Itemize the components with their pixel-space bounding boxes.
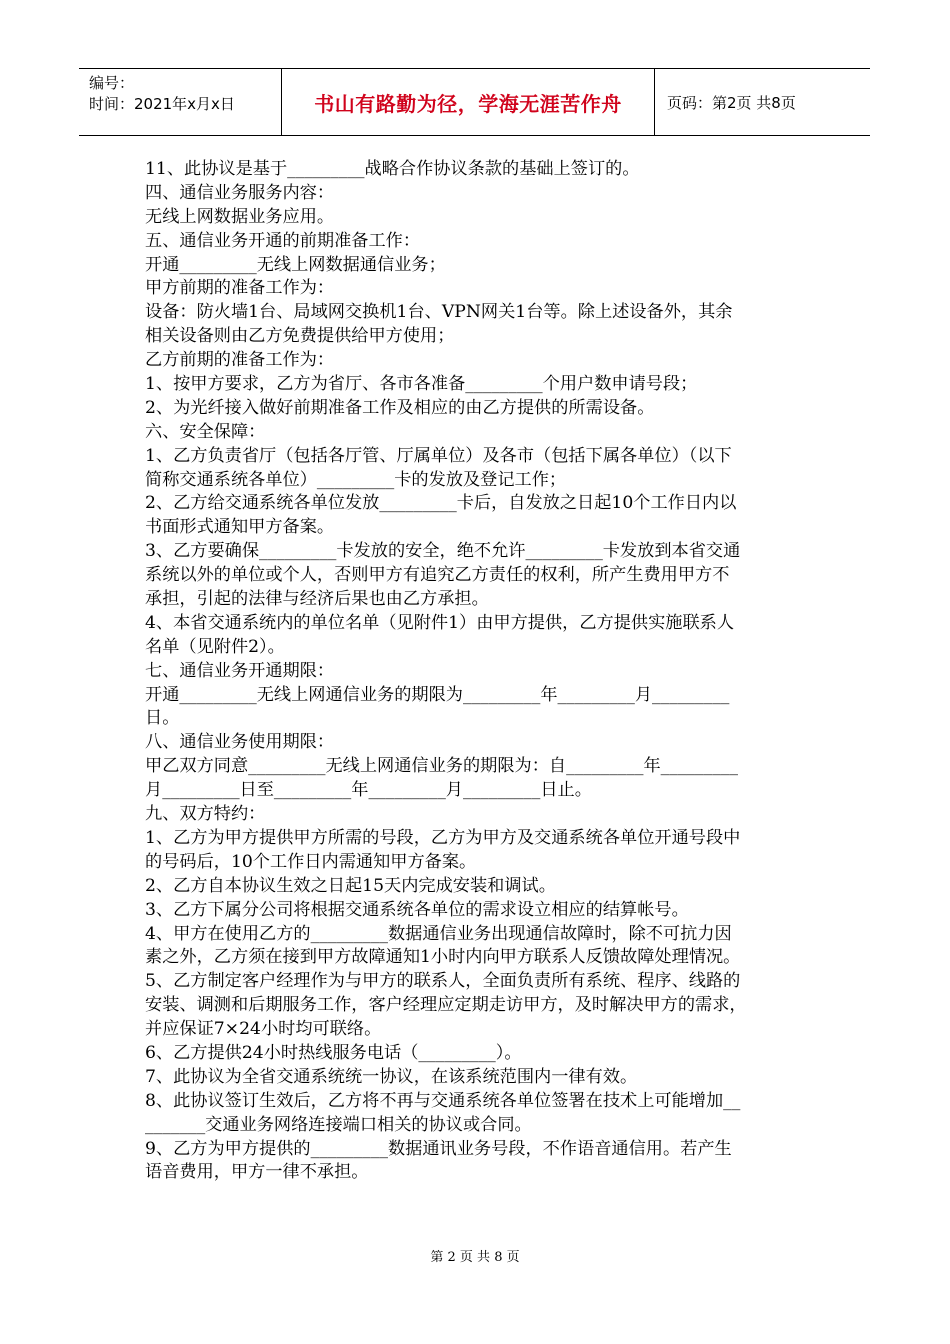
body-line: 4、本省交通系统内的单位名单（见附件1）由甲方提供，乙方提供实施联系人 bbox=[145, 612, 735, 633]
body-line: 名单（见附件2）。 bbox=[145, 636, 285, 657]
body-line: 9、乙方为甲方提供的_________数据通讯业务号段，不作语音通信用。若产生 bbox=[145, 1138, 732, 1159]
body-line: 八、通信业务使用期限： bbox=[145, 732, 335, 753]
body-line: 七、通信业务开通期限： bbox=[145, 660, 335, 681]
body-line: 1、乙方负责省厅（包括各厅管、厅属单位）及各市（包括下属各单位）（以下 bbox=[145, 445, 732, 466]
body-line: 的号码后，10个工作日内需通知甲方备案。 bbox=[145, 851, 477, 872]
body-line: 并应保证7×24小时均可联络。 bbox=[145, 1019, 382, 1040]
page-info: 页码：第2页 共8页 bbox=[667, 93, 796, 112]
header-meta bbox=[79, 69, 282, 135]
body-line: 甲方前期的准备工作为： bbox=[145, 278, 335, 299]
date-text: 时间：2021年x月x日 bbox=[89, 95, 235, 113]
body-line: 相关设备则由乙方免费提供给甲方使用； bbox=[145, 326, 455, 347]
body-line: 2、为光纤接入做好前期准备工作及相应的由乙方提供的所需设备。 bbox=[145, 397, 655, 418]
body-line: 3、乙方要确保_________卡发放的安全，绝不允许_________卡发放到本省交通 bbox=[145, 541, 741, 562]
number-label: 编号： bbox=[89, 74, 135, 92]
body-line: 11、此协议是基于_________战略合作协议条款的基础上签订的。 bbox=[145, 159, 640, 179]
header-page-cell bbox=[655, 69, 870, 135]
body-line: 开通_________无线上网通信业务的期限为_________年_________月_________ bbox=[145, 684, 730, 705]
body-line: 5、乙方制定客户经理作为与甲方的联系人，全面负责所有系统、程序、线路的 bbox=[145, 971, 741, 992]
body-line: 无线上网数据业务应用。 bbox=[145, 206, 335, 227]
body-line: 6、乙方提供24小时热线服务电话（_________）。 bbox=[145, 1042, 522, 1063]
body-line: 3、乙方下属分公司将根据交通系统各单位的需求设立相应的结算帐号。 bbox=[145, 899, 689, 920]
body-line: _______交通业务网络连接端口相关的协议或合同。 bbox=[145, 1114, 532, 1135]
body-line: 1、按甲方要求，乙方为省厅、各市各准备_________个用户数申请号段； bbox=[145, 374, 698, 395]
body-line: 九、双方特约： bbox=[145, 804, 266, 825]
document-header bbox=[79, 68, 870, 136]
body-line: 书面形式通知甲方备案。 bbox=[145, 517, 335, 538]
body-line: 月_________日至_________年_________月_________日止。 bbox=[145, 780, 592, 801]
body-line: 1、乙方为甲方提供甲方所需的号段，乙方为甲方及交通系统各单位开通号段中 bbox=[145, 827, 741, 848]
body-line: 四、通信业务服务内容： bbox=[145, 182, 335, 203]
document-body bbox=[145, 158, 805, 1185]
body-line: 安装、调测和后期服务工作，客户经理应定期走访甲方，及时解决甲方的需求， bbox=[145, 995, 747, 1016]
body-line: 设备：防火墙1台、局域网交换机1台、VPN网关1台等。除上述设备外，其余 bbox=[145, 302, 733, 323]
body-line: 承担，引起的法律与经济后果也由乙方承担。 bbox=[145, 589, 489, 610]
body-line: 7、此协议为全省交通系统统一协议，在该系统范围内一律有效。 bbox=[145, 1066, 638, 1087]
body-line: 开通_________无线上网数据通信业务； bbox=[145, 254, 446, 275]
body-line: 甲乙双方同意_________无线上网通信业务的期限为：自_________年_________ bbox=[145, 756, 738, 777]
body-line: 4、甲方在使用乙方的_________数据通信业务出现通信故障时，除不可抗力因 bbox=[145, 923, 732, 944]
body-line: 乙方前期的准备工作为： bbox=[145, 350, 335, 371]
body-line: 日。 bbox=[145, 708, 180, 729]
slogan: 书山有路勤为径，学海无涯苦作舟 bbox=[314, 91, 622, 116]
body-line: 语音费用，甲方一律不承担。 bbox=[145, 1162, 369, 1183]
body-line: 素之外，乙方须在接到甲方故障通知1小时内向甲方联系人反馈故障处理情况。 bbox=[145, 947, 741, 968]
body-line: 五、通信业务开通的前期准备工作： bbox=[145, 230, 421, 251]
body-line: 系统以外的单位或个人，否则甲方有追究乙方责任的权利，所产生费用甲方不 bbox=[145, 565, 730, 586]
body-line: 2、乙方给交通系统各单位发放_________卡后，自发放之日起10个工作日内以 bbox=[145, 493, 737, 514]
body-line: 简称交通系统各单位）_________卡的发放及登记工作； bbox=[145, 469, 567, 490]
body-line: 六、安全保障： bbox=[145, 421, 266, 442]
page-footer: 第 2 页 共 8 页 bbox=[430, 1250, 520, 1265]
header-slogan-cell bbox=[282, 69, 655, 135]
body-line: 8、此协议签订生效后，乙方将不再与交通系统各单位签署在技术上可能增加__ bbox=[145, 1090, 741, 1111]
body-line: 2、乙方自本协议生效之日起15天内完成安装和调试。 bbox=[145, 875, 556, 896]
